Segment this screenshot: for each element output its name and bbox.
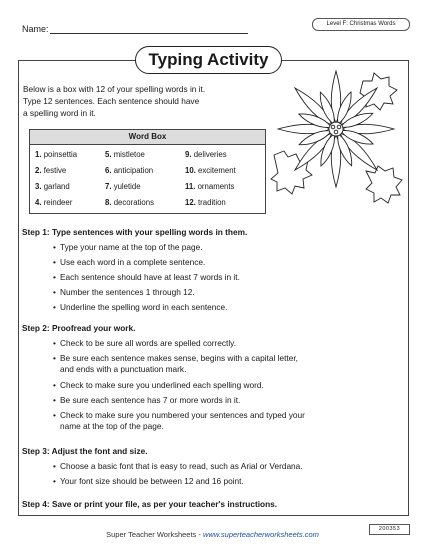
- word-text: festive: [43, 166, 67, 175]
- bullet-line: • Use each word in a complete sentence.: [60, 257, 206, 267]
- flower-bud: [337, 125, 341, 129]
- instruction-bullet: [60, 380, 390, 391]
- instruction-bullet: [60, 242, 390, 253]
- word-number: 7.: [105, 182, 112, 191]
- holly-leaf: [366, 166, 402, 203]
- bullet-line: • Number the sentences 1 through 12.: [60, 287, 195, 297]
- intro-line: a spelling word in it.: [23, 108, 96, 118]
- word-box-item: [185, 182, 234, 191]
- flower-bud: [331, 125, 335, 129]
- name-label: Name:: [22, 24, 49, 34]
- bullet-line: • Be sure each sentence has 7 or more words in it.: [60, 395, 241, 405]
- word-box-item: [105, 198, 154, 207]
- word-text: ornaments: [197, 182, 235, 191]
- bullet-line: • Underline the spelling word in each sentence.: [60, 302, 228, 312]
- bullet-line: • Each sentence should have at least 7 words in it.: [60, 272, 240, 282]
- intro-line: Below is a box with 12 of your spelling words in it.: [23, 84, 206, 94]
- instruction-bullet: [60, 461, 390, 472]
- intro-line: Type 12 sentences. Each sentence should have: [23, 96, 200, 106]
- word-box-item: [185, 150, 227, 159]
- word-box-item: [185, 198, 226, 207]
- instruction-bullet: [60, 272, 390, 283]
- word-text: deliveries: [193, 150, 227, 159]
- word-number: 8.: [105, 198, 112, 207]
- word-number: 1.: [35, 150, 42, 159]
- word-text: reindeer: [43, 198, 73, 207]
- word-number: 3.: [35, 182, 42, 191]
- instruction-bullet: [60, 257, 390, 268]
- bullet-line: • Check to make sure you numbered your sentences and typed your: [60, 410, 305, 420]
- instruction-bullet: [60, 338, 390, 349]
- step-heading: Step 2: Proofread your work.: [22, 323, 136, 333]
- footer: [0, 530, 425, 539]
- word-box: [29, 129, 266, 214]
- footer-link[interactable]: www.superteacherworksheets.com: [202, 530, 319, 539]
- worksheet-code: 200353: [369, 524, 410, 535]
- word-text: excitement: [198, 166, 236, 175]
- word-box-item: [35, 166, 66, 175]
- instruction-bullet: [60, 410, 390, 432]
- bullet-line: and ends with a punctuation mark.: [60, 364, 187, 374]
- word-number: 10.: [185, 166, 196, 175]
- page-title: Typing Activity: [135, 46, 282, 74]
- word-number: 5.: [105, 150, 112, 159]
- instruction-bullet: [60, 353, 390, 375]
- word-box-item: [105, 166, 153, 175]
- name-line[interactable]: [50, 33, 248, 34]
- flower-bud: [334, 130, 338, 134]
- word-box-item: [35, 198, 72, 207]
- word-box-item: [35, 150, 77, 159]
- word-text: anticipation: [113, 166, 154, 175]
- word-text: tradition: [198, 198, 226, 207]
- word-box-item: [35, 182, 70, 191]
- word-number: 4.: [35, 198, 42, 207]
- poinsettia-illustration: [268, 67, 408, 207]
- step-heading: Step 1: Type sentences with your spelling words in them.: [22, 227, 248, 237]
- bullet-line: • Check to be sure all words are spelled correctly.: [60, 338, 237, 348]
- bullet-line: • Your font size should be between 12 and 16 point.: [60, 476, 244, 486]
- bullet-line: • Be sure each sentence makes sense, begins with a capital letter,: [60, 353, 298, 363]
- word-text: yuletide: [113, 182, 141, 191]
- word-number: 6.: [105, 166, 112, 175]
- bullet-line: • Type your name at the top of the page.: [60, 242, 203, 252]
- step-heading: Step 3: Adjust the font and size.: [22, 446, 148, 456]
- level-badge: Level F: Christmas Words: [312, 18, 410, 31]
- word-text: garland: [43, 182, 70, 191]
- word-box-item: [105, 150, 145, 159]
- word-text: mistletoe: [113, 150, 145, 159]
- word-number: 9.: [185, 150, 192, 159]
- bullet-line: • Check to make sure you underlined each spelling word.: [60, 380, 264, 390]
- word-number: 12.: [185, 198, 196, 207]
- step-heading: Step 4: Save or print your file, as per your teacher's instructions.: [22, 499, 278, 509]
- word-box-item: [105, 182, 141, 191]
- word-box-item: [185, 166, 236, 175]
- footer-text: Super Teacher Worksheets -: [106, 530, 203, 539]
- instruction-bullet: [60, 395, 390, 406]
- word-number: 11.: [185, 182, 196, 191]
- bullet-line: • Choose a basic font that is easy to read, such as Arial or Verdana.: [60, 461, 303, 471]
- word-number: 2.: [35, 166, 42, 175]
- instruction-bullet: [60, 287, 390, 298]
- instruction-bullet: [60, 476, 390, 487]
- instruction-bullet: [60, 302, 390, 313]
- word-text: decorations: [113, 198, 154, 207]
- word-box-title: Word Box: [30, 130, 265, 145]
- intro-text: [23, 83, 283, 119]
- word-text: poinsettia: [43, 150, 78, 159]
- bullet-line: name at the top of the page.: [60, 421, 164, 431]
